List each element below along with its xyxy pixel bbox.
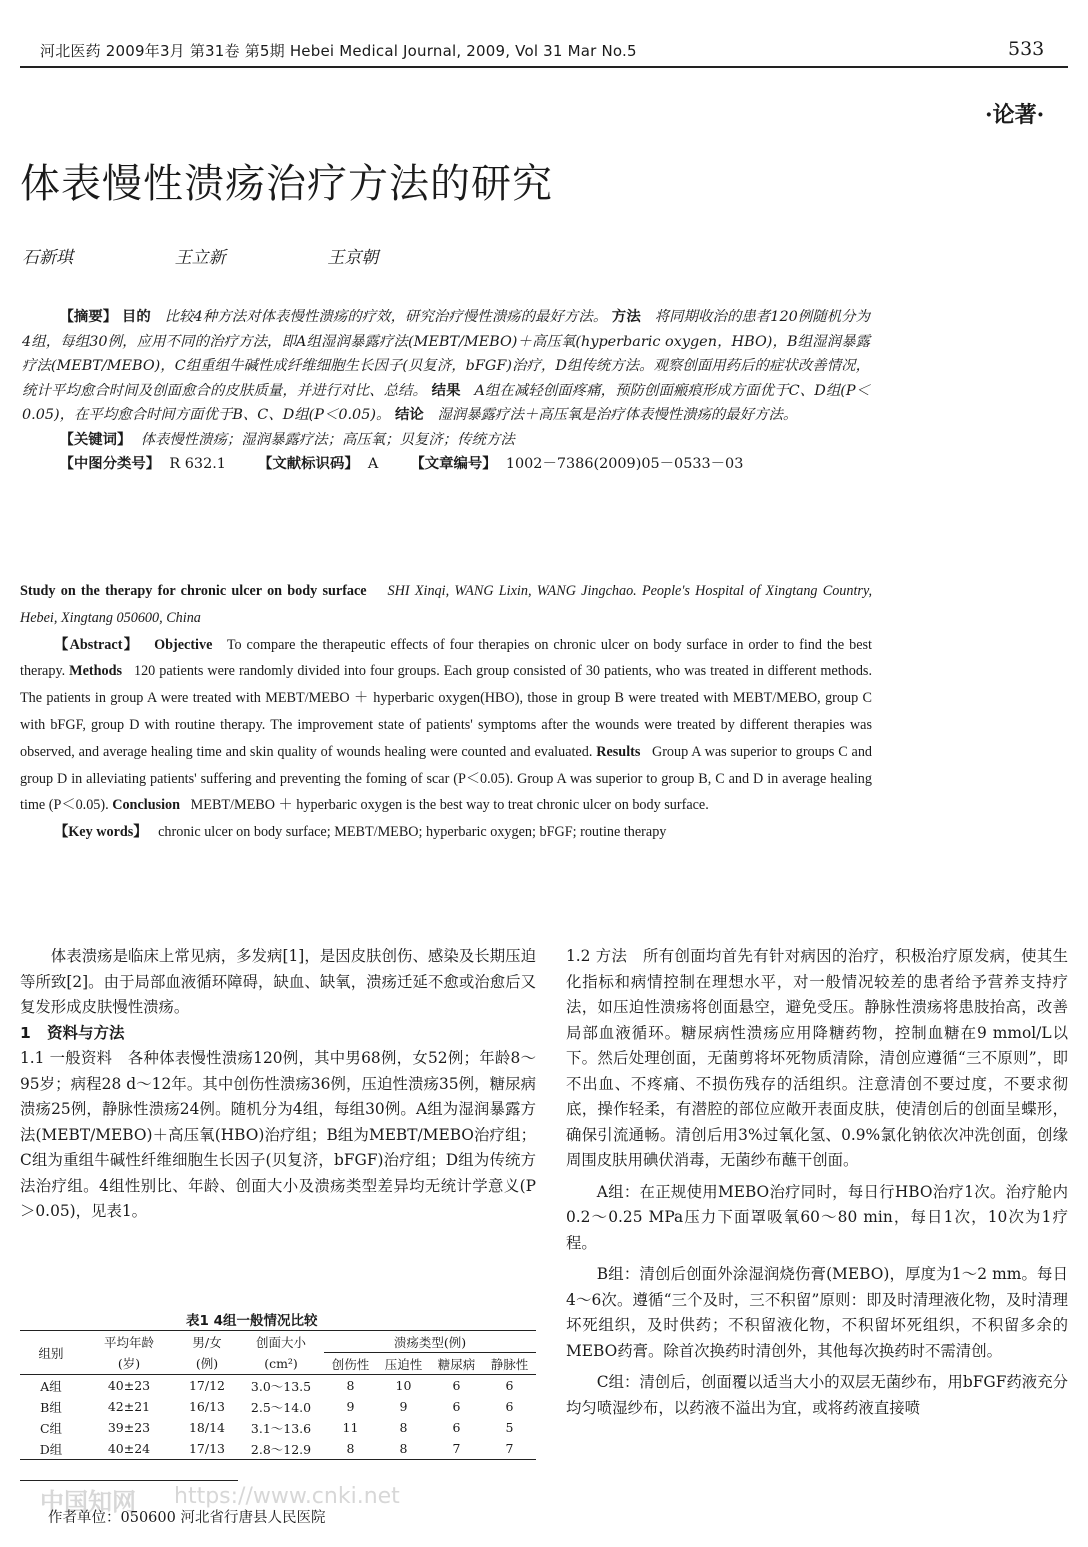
results-text: A组在减轻创面疼痛，预防创面瘢痕形成方面优于C、D组(P＜0.05)，在平均愈合时间方面优于B、C、D组(P＜0.05)。: [22, 382, 870, 423]
table-header: 糖尿病: [430, 1353, 483, 1375]
footnote-rule: [20, 1480, 238, 1481]
header-rule: [20, 66, 1068, 68]
author: 石新琪: [22, 248, 73, 268]
table-cell: 17/13: [176, 1438, 238, 1460]
footnote-affiliation: 作者单位：050600 河北省行唐县人民医院: [48, 1510, 326, 1526]
table-cell: 7: [483, 1438, 536, 1460]
table-header: 创面大小: [238, 1331, 324, 1353]
table-header: 创伤性: [324, 1353, 377, 1375]
keywords-text: 体表慢性溃疡；湿润暴露疗法；高压氧；贝复济；传统方法: [140, 431, 515, 448]
table-cell: 17/12: [188, 1378, 226, 1393]
en-conclusion-text: MEBT/MEBO ＋ hyperbaric oxygen is the best way to treat chronic ulcer on body surface.: [190, 797, 709, 814]
table-header: 平均年龄: [82, 1331, 176, 1353]
conclusion-text: 湿润暴露疗法＋高压氧是治疗体表慢性溃疡的最好方法。: [437, 407, 798, 423]
en-affiliation: People's Hospital of Xingtang Country, Hebei, Xingtang 050600, China: [20, 583, 873, 626]
clc-value: R 632.1: [169, 456, 226, 472]
group-a-paragraph: A组：在正规使用MEBO治疗同时，每日行HBO治疗1次。治疗舱内0.2～0.25 MPa压力下面罩吸氧60～80 min，每日1次，10次为1疗程。: [566, 1182, 1068, 1252]
table-cell: 8: [377, 1438, 430, 1460]
table-cell: 3.0～13.5: [250, 1378, 312, 1394]
table-header: 静脉性: [483, 1353, 536, 1375]
en-keywords-label: 【Key words】: [54, 824, 148, 841]
table-cell: 3.1～13.6: [250, 1420, 312, 1436]
table-cell: 6: [505, 1399, 514, 1414]
conclusion-label: 结论: [394, 407, 424, 423]
table-header: 压迫性: [377, 1353, 430, 1375]
table-header: (cm²): [238, 1353, 324, 1375]
en-results-text: Group A was superior to groups C and group D in alleviating patients' suffering and preventing the foming of scar (P＜0.05). Group A was superior to group B, C and D in average healing time (P＜0.05).: [20, 743, 873, 814]
section-title: 资料与方法: [47, 1023, 125, 1042]
group-b-paragraph: B组：清创后创面外涂湿润烧伤膏(MEBO)，厚度为1～2 mm。每日4～6次。遵循“三个及时，三不积留”原则：即及时清理液化物，及时清理坏死组织，及时供药；不积留液化物，不积留坏死组织，不积留多余的MEBO药膏。除首次换药时清创外，其他每次换药时不需清创。: [566, 1265, 1068, 1360]
table-cell: 7: [430, 1438, 483, 1460]
table-cell: D组: [20, 1438, 82, 1460]
subsection-label: 1.1 一般资料: [20, 1049, 113, 1067]
table-cell: 6: [452, 1420, 461, 1435]
table-cell: 8: [399, 1420, 408, 1435]
doc-code-label: 【文献标识码】: [257, 456, 359, 472]
running-header: 河北医药 2009年3月 第31卷 第5期 Hebei Medical Journal, 2009, Vol 31 Mar No.5: [40, 42, 637, 60]
article-no-label: 【文章编号】: [410, 456, 497, 472]
en-keywords-text: chronic ulcer on body surface; MEBT/MEBO; hyperbaric oxygen; bFGF; routine therapy: [158, 824, 667, 841]
table-cell: B组: [40, 1399, 62, 1415]
author-list: [22, 243, 378, 268]
methods-text: 将同期收治的患者120例随机分为4组，每组30例，应用不同的治疗方法，即A组湿润暴露疗法(MEBT/MEBO)＋高压氧(hyperbaric oxygen，HBO)，B组湿润暴露疗法(MEBT/MEBO)，C组重组牛碱性成纤维细胞生长因子(贝复济，bFGF)治疗，D组传统方法。观察创面用药后的症状改善情况，统计平均愈合时间及创面愈合的皮肤质量，并进行对比、总结。: [22, 309, 870, 399]
en-methods-text: 120 patients were randomly divided into four groups. Each group consisted of 30 patients, who was treated in different methods. The patients in group A were treated with MEBT/MEBO ＋ hyperbaric oxygen(HBO), those in group B were treated with MEBT/MEBO, group C with bFGF, group D with routine therapy. The improvement state of patients' symptoms after the wounds were treated by different therapies was observed, and average healing time and skin quality of wounds healing were counted and evaluated.: [20, 663, 873, 760]
abstract-en: [20, 578, 872, 846]
subsection-label: 1.2 方法: [566, 947, 628, 965]
article-no-value: 1002－7386(2009)05－0533－03: [505, 456, 744, 472]
table-cell: 10: [395, 1378, 412, 1393]
author: 王立新: [174, 248, 226, 268]
table-cell: 40±23: [107, 1378, 151, 1393]
table-cell: 2.8～12.9: [238, 1438, 324, 1460]
cnki-watermark: 中国知网: [40, 1488, 136, 1516]
url-watermark: https://www.cnki.net: [174, 1484, 400, 1509]
left-column: [20, 944, 536, 1225]
table-cell: 40±24: [82, 1438, 176, 1460]
group-c-paragraph: C组：清创后，创面覆以适当大小的双层无菌纱布，用bFGF药液充分均匀喷湿纱布，以药液不溢出为宜，或将药液直接喷: [566, 1373, 1068, 1417]
objective-text: 比较4种方法对体表慢性溃疡的疗效，研究治疗慢性溃疡的最好方法。: [164, 309, 608, 325]
article-title: 体表慢性溃疡治疗方法的研究: [20, 161, 553, 207]
en-objective-label: Objective: [154, 636, 213, 653]
keywords-label: 【关键词】: [59, 431, 132, 448]
table-cell: 39±23: [107, 1420, 151, 1435]
section-label: ·论著·: [985, 102, 1045, 128]
en-authors: SHI Xinqi, WANG Lixin, WANG Jingchao.: [387, 583, 637, 599]
table-1: [20, 1330, 536, 1460]
subsection-text: 所有创面均首先有针对病因的治疗，积极治疗原发病，使其生化指标和病情控制在理想水平，对一般情况较差的患者给予营养支持疗法，如压迫性溃疡将创面悬空，避免受压。静脉性溃疡将患肢抬高，改善局部血液循环。糖尿病性溃疡应用降糖药物，控制血糖在9 mmol/L以下。然后处理创面，无菌剪将坏死物质清除，清创应遵循“三不原则”，即不出血、不疼痛、不损伤残存的活组织。注意清创不要过度，不要求彻底，操作轻柔，有潜腔的部位应敞开表面皮肤，使清创后的创面呈蝶形，确保引流通畅。清创后用3%过氧化氢、0.9%氯化钠依次冲洗创面，创缘周围皮肤用碘伏消毒，无菌纱布蘸干创面。: [566, 947, 1068, 1169]
author: 王京朝: [327, 248, 379, 268]
methods-label: 方法: [611, 309, 641, 325]
en-conclusion-label: Conclusion: [112, 797, 181, 814]
table-header: 组别: [20, 1331, 82, 1375]
table-cell: C组: [39, 1420, 63, 1436]
table-cell: 5: [505, 1420, 514, 1435]
page-number: 533: [1008, 38, 1045, 60]
table-cell: 8: [346, 1378, 355, 1393]
objective-label: 目的: [121, 309, 151, 325]
table-cell: 6: [452, 1378, 461, 1393]
doc-code-value: A: [367, 456, 379, 472]
table-cell: 2.5～14.0: [250, 1399, 312, 1415]
table-caption: 表1 4组一般情况比较: [186, 1313, 318, 1329]
clc-label: 【中图分类号】: [59, 456, 161, 472]
right-column: [566, 944, 1068, 1421]
table-cell: 11: [342, 1420, 359, 1435]
en-title: Study on the therapy for chronic ulcer on body surface: [20, 583, 367, 599]
table-header: (岁): [82, 1353, 176, 1375]
section-1-2-paragraph: [566, 944, 1068, 1174]
table-row: [20, 1417, 536, 1438]
table-cell: 8: [324, 1438, 377, 1460]
table-row: [20, 1375, 536, 1397]
table-cell: A组: [40, 1378, 62, 1394]
table-cell: 6: [452, 1399, 461, 1414]
results-label: 结果: [431, 382, 461, 399]
section-1-1-paragraph: [20, 1046, 536, 1225]
table-header: (例): [176, 1353, 238, 1375]
table-cell: 16/13: [188, 1399, 226, 1414]
abstract-label: 【摘要】: [59, 309, 118, 325]
abstract-cn: [22, 305, 870, 477]
table-cell: 42±21: [107, 1399, 151, 1414]
table-header: 男/女: [176, 1331, 238, 1353]
section-number: 1: [20, 1023, 31, 1042]
table-header: 溃疡类型(例): [324, 1331, 536, 1353]
en-objective-text: To compare the therapeutic effects of four therapies on chronic ulcer on body surface in order to find the best therapy.: [20, 636, 872, 680]
table-row: [20, 1438, 536, 1460]
table-cell: 9: [346, 1399, 355, 1414]
en-results-label: Results: [596, 743, 641, 760]
table-cell: 9: [399, 1399, 408, 1414]
section-1-heading: [20, 1021, 536, 1047]
intro-paragraph: 体表溃疡是临床上常见病，多发病[1]，是因皮肤创伤、感染及长期压迫等所致[2]。由于局部血液循环障碍，缺血、缺氧，溃疡迁延不愈或治愈后又复发形成皮肤慢性溃疡。: [20, 947, 536, 1016]
en-abstract-label: 【Abstract】: [54, 636, 140, 653]
table-row: [20, 1396, 536, 1417]
table-cell: 6: [505, 1378, 514, 1393]
table-cell: 18/14: [188, 1420, 226, 1435]
subsection-text: 各种体表慢性溃疡120例，其中男68例，女52例；年龄8～95岁；病程28 d～12年。其中创伤性溃疡36例，压迫性溃疡35例，糖尿病溃疡25例，静脉性溃疡24例。随机分为4组，每组30例。A组为湿润暴露方法(MEBT/MEBO)＋高压氧(HBO)治疗组；B组为MEBT/MEBO治疗组；C组为重组牛碱性纤维细胞生长因子(贝复济，bFGF)治疗组；D组为传统方法治疗组。4组性别比、年龄、创面大小及溃疡类型差异均无统计学意义(P＞0.05)，见表1。: [20, 1049, 536, 1220]
en-methods-label: Methods: [69, 663, 122, 680]
